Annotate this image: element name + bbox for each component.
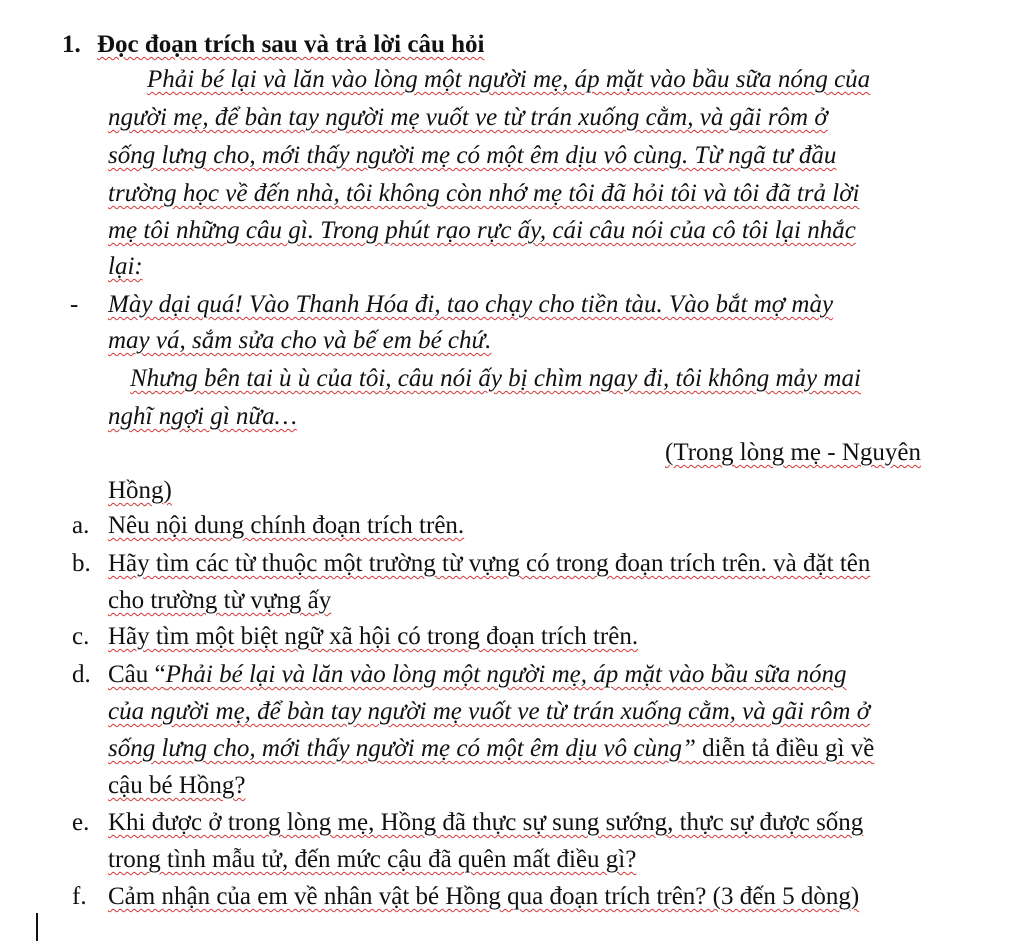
dialogue-dash: - (70, 291, 79, 318)
heading (62, 30, 484, 60)
passage-line-4: trường học về đến nhà, tôi không còn nhớ mẹ tôi đã hỏi tôi và tôi đã trả lời (108, 180, 860, 207)
question-a-label: a. (72, 512, 90, 539)
heading-number: 1. (62, 31, 81, 58)
passage-line-1: Phải bé lại và lăn vào lòng một người mẹ, áp mặt vào bầu sữa nóng của (147, 66, 871, 93)
question-f-label: f. (72, 883, 87, 910)
question-d-line-3 (108, 734, 874, 764)
question-d-quote-3: sống lưng cho, mới thấy người mẹ có một êm dịu vô cùng” (108, 735, 696, 762)
question-b-line-1: Hãy tìm các từ thuộc một trường từ vựng có trong đoạn trích trên. và đặt tên (108, 550, 871, 577)
dialogue-line-1: Mày dại quá! Vào Thanh Hóa đi, tao chạy cho tiền tàu. Vào bắt mợ mày (108, 291, 834, 318)
question-e-line-2: trong tình mẫu tử, đến mức cậu đã quên mất điều gì? (108, 846, 637, 873)
question-d-label: d. (72, 661, 91, 688)
passage-line-6: lại: (108, 253, 143, 280)
question-d-quote-1: Phải bé lại và lăn vào lòng một người mẹ, áp mặt vào bầu sữa nóng (165, 661, 847, 688)
question-d-suffix: diễn tả điều gì về (695, 735, 875, 762)
question-b-label: b. (72, 550, 91, 577)
passage2-line-2: nghĩ ngợi gì nữa… (108, 403, 297, 430)
question-d-prefix: Câu “ (108, 661, 166, 688)
passage-line-3: sống lưng cho, mới thấy người mẹ có một êm dịu vô cùng. Từ ngã tư đầu (108, 142, 837, 169)
question-c-label: c. (72, 623, 90, 650)
question-e-label: e. (72, 809, 90, 836)
heading-text: Đọc đoạn trích sau và trả lời câu hỏi (97, 31, 485, 58)
dialogue-line-2: may vá, sắm sửa cho và bế em bé chứ. (108, 327, 492, 354)
passage-line-2: người mẹ, để bàn tay người mẹ vuốt ve từ trán xuống cằm, và gãi rôm ở (108, 104, 828, 131)
source-line-2: Hồng) (108, 477, 172, 504)
question-c-line-1: Hãy tìm một biệt ngữ xã hội có trong đoạn trích trên. (108, 623, 639, 650)
source-line-1: (Trong lòng mẹ - Nguyên (665, 439, 922, 466)
question-f-line-1: Cảm nhận của em về nhân vật bé Hồng qua đoạn trích trên? (3 đến 5 dòng) (108, 883, 860, 910)
question-b-line-2: cho trường từ vựng ấy (108, 587, 332, 614)
passage-line-5: mẹ tôi những câu gì. Trong phút rạo rực ấy, cái câu nói của cô tôi lại nhắc (108, 217, 856, 244)
text-cursor[interactable] (36, 913, 38, 941)
question-e-line-1: Khi được ở trong lòng mẹ, Hồng đã thực sự sung sướng, thực sự được sống (108, 809, 864, 836)
question-d-line-1 (108, 660, 846, 690)
question-d-last-line: cậu bé Hồng? (108, 772, 246, 799)
question-d-quote-2: của người mẹ, để bàn tay người mẹ vuốt ve từ trán xuống cằm, và gãi rôm ở (108, 698, 871, 725)
question-a-line-1: Nêu nội dung chính đoạn trích trên. (108, 512, 465, 539)
passage2-line-1: Nhưng bên tai ù ù của tôi, câu nói ấy bị chìm ngay đi, tôi không mảy mai (130, 365, 861, 392)
